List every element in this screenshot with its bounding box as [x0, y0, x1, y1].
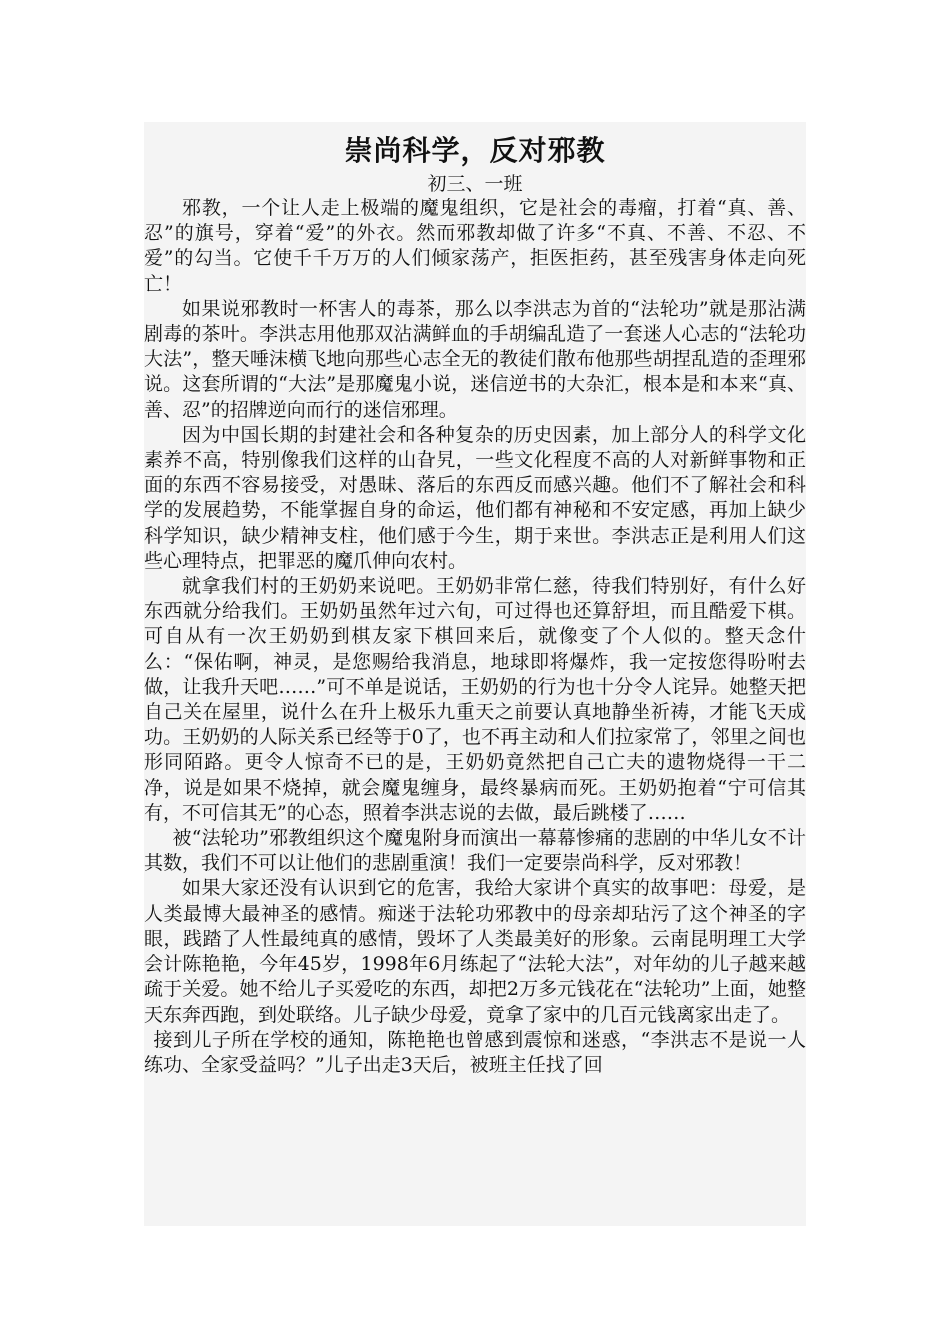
paragraph-3: 因为中国长期的封建社会和各种复杂的历史因素，加上部分人的科学文化素养不高，特别像我们这样的山旮旯，一些文化程度不高的人对新鲜事物和正面的东西不容易接受，对愚昧、落后的东西反而感兴趣。他们不了解社会和科学的发展趋势，不能掌握自身的命运，他们都有神秘和不安定感，再加上缺少科学知识，缺少精神支柱，他们感于今生，期于来世。李洪志正是利用人们这些心理特点，把罪恶的魔爪伸向农村。	[144, 423, 806, 572]
document-body	[144, 130, 806, 1078]
paragraph-6: 如果大家还没有认识到它的危害，我给大家讲个真实的故事吧：母爱，是人类最博大最神圣的感情。痴迷于法轮功邪教中的母亲却玷污了这个神圣的字眼，践踏了人性最纯真的感情，毁坏了人类最美好的形象。云南昆明理工大学会计陈艳艳，今年45岁，1998年6月练起了“法轮大法”，对年幼的儿子越来越疏于关爱。她不给儿子买爱吃的东西，却把2万多元钱花在“法轮功”上面，她整天东奔西跑，到处联络。儿子缺少母爱，竟拿了家中的几百元钱离家出走了。	[144, 877, 806, 1026]
paragraph-1: 邪教，一个让人走上极端的魔鬼组织，它是社会的毒瘤，打着“真、善、忍”的旗号，穿着“爱”的外衣。然而邪教却做了许多“不真、不善、不忍、不爱”的勾当。它使千千万万的人们倾家荡产，拒医拒药，甚至残害身体走向死亡！	[144, 197, 806, 295]
document-title: 崇尚科学，反对邪教	[344, 134, 606, 167]
paragraph-7: 接到儿子所在学校的通知，陈艳艳也曾感到震惊和迷惑，“李洪志不是说一人练功、全家受益吗？”儿子出走3天后，被班主任找了回	[144, 1028, 806, 1076]
paragraph-5: 被“法轮功”邪教组织这个魔鬼附身而演出一幕幕惨痛的悲剧的中华儿女不计其数，我们不可以让他们的悲剧重演！我们一定要崇尚科学，反对邪教！	[144, 827, 806, 875]
paragraph-2: 如果说邪教时一杯害人的毒茶，那么以李洪志为首的“法轮功”就是那沾满剧毒的茶叶。李洪志用他那双沾满鲜血的手胡编乱造了一套迷人心志的“法轮功大法”，整天唾沫横飞地向那些心志全无的教徒们散布他那些胡捏乱造的歪理邪说。这套所谓的“大法”是那魔鬼小说，迷信逆书的大杂汇，根本是和本来“真、善、忍”的招牌逆向而行的迷信邪理。	[144, 297, 806, 421]
document-subtitle: 初三、一班	[427, 173, 523, 195]
paragraph-4: 就拿我们村的王奶奶来说吧。王奶奶非常仁慈，待我们特别好，有什么好东西就分给我们。王奶奶虽然年过六旬，可过得也还算舒坦，而且酷爱下棋。可自从有一次王奶奶到棋友家下棋回来后，就像变了个人似的。整天念什么：“保佑啊，神灵，是您赐给我消息，地球即将爆炸，我一定按您得吩咐去做，让我升天吧……”可不单是说话，王奶奶的行为也十分令人诧异。她整天把自己关在屋里，说什么在升上极乐九重天之前要认真地静坐祈祷，才能飞天成功。王奶奶的人际关系已经等于0了，也不再主动和人们拉家常了，邻里之间也形同陌路。更令人惊奇不已的是，王奶奶竟然把自己亡夫的遗物烧得一干二净，说是如果不烧掉，就会魔鬼缠身，最终暴病而死。王奶奶抱着“宁可信其有，不可信其无”的心态，照着李洪志说的去做，最后跳楼了……	[144, 575, 806, 824]
